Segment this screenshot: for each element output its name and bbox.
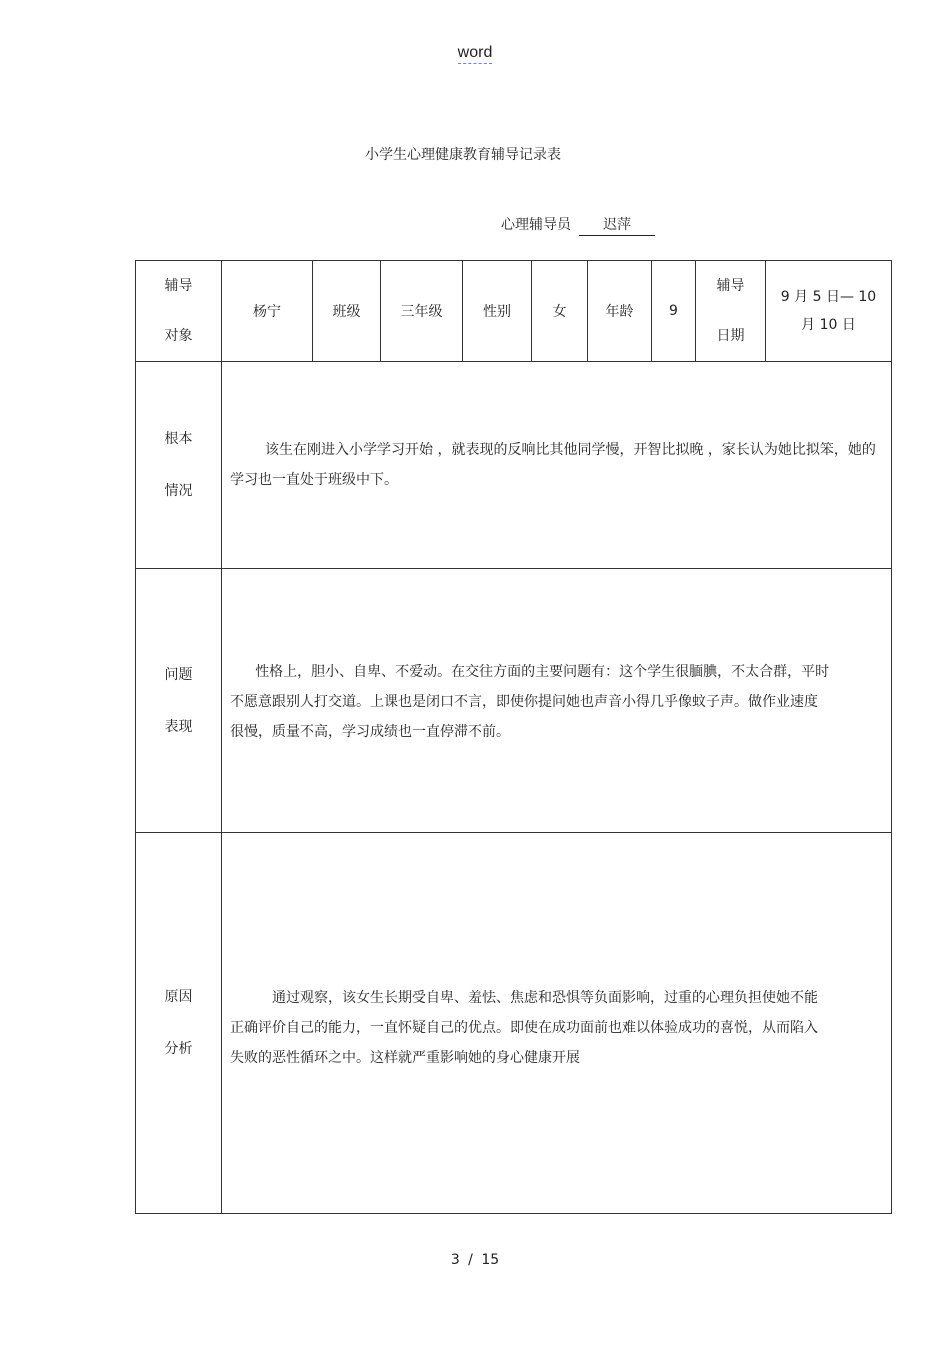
target-label-bottom: 对象 (164, 328, 193, 344)
basic-content-cell (222, 362, 892, 569)
age-value: 9 (652, 261, 696, 362)
problem-label-bottom: 表现 (164, 718, 193, 735)
basic-label-top: 根本 (164, 431, 193, 447)
basic-label-cell (136, 362, 222, 569)
date-value-line1: 9 月 5 日— 10 (780, 289, 877, 305)
date-label-bottom: 日期 (716, 328, 745, 344)
target-label-cell (136, 261, 222, 362)
target-label-top: 辅导 (164, 278, 193, 294)
date-value-line2: 月 10 日 (801, 317, 856, 333)
age-label: 年龄 (588, 261, 652, 362)
problem-content-cell (222, 569, 892, 833)
analysis-label-top: 原因 (164, 989, 193, 1005)
counselor-name: 迟萍 (579, 214, 655, 236)
page-number: 3 / 15 (450, 1252, 500, 1268)
basic-row (136, 362, 892, 569)
analysis-content-cell (222, 833, 892, 1214)
analysis-row (136, 833, 892, 1214)
problem-label-top: 问题 (164, 666, 193, 683)
gender-label: 性别 (463, 261, 532, 362)
date-label-cell (696, 261, 766, 362)
problem-label-cell (136, 569, 222, 833)
gender-value: 女 (532, 261, 588, 362)
counselor-label: 心理辅导员 (501, 217, 571, 233)
class-label: 班级 (313, 261, 381, 362)
student-name: 杨宁 (222, 261, 313, 362)
analysis-label-bottom: 分析 (164, 1041, 193, 1057)
date-value-cell (766, 261, 892, 362)
record-table (135, 260, 892, 1214)
date-label-top: 辅导 (716, 278, 745, 294)
basic-text: 该生在刚进入小学学习开始 ，就表现的反响比其他同学慢，开智比拟晚 ，家长认为她比拟笨，她的学习也一直处于班级中下。 (230, 442, 876, 488)
info-row (136, 261, 892, 362)
basic-label-bottom: 情况 (164, 483, 193, 499)
header-title: word (458, 44, 493, 64)
document-title: 小学生心理健康教育辅导记录表 (365, 147, 561, 163)
problem-text: 性格上，胆小、自卑、不爱动。在交往方面的主要问题有：这个学生很腼腆，不太合群，平时不愿意跟别人打交道。上课也是闭口不言，即使你提问她也声音小得几乎像蚊子声。做作业速度很慢，质量不高，学习成绩也一直停滞不前。 (230, 664, 830, 740)
counselor-line (501, 214, 655, 236)
class-value: 三年级 (381, 261, 463, 362)
analysis-text: 通过观察，该女生长期受自卑、羞怯、焦虑和恐惧等负面影响，过重的心理负担使她不能正确评价自己的能力，一直怀疑自己的优点。即使在成功面前也难以体验成功的喜悦，从而陷入失败的恶性循环之中。这样就严重影响她的身心健康开展 (230, 990, 818, 1066)
problem-row (136, 569, 892, 833)
page-header (0, 44, 950, 62)
analysis-label-cell (136, 833, 222, 1214)
